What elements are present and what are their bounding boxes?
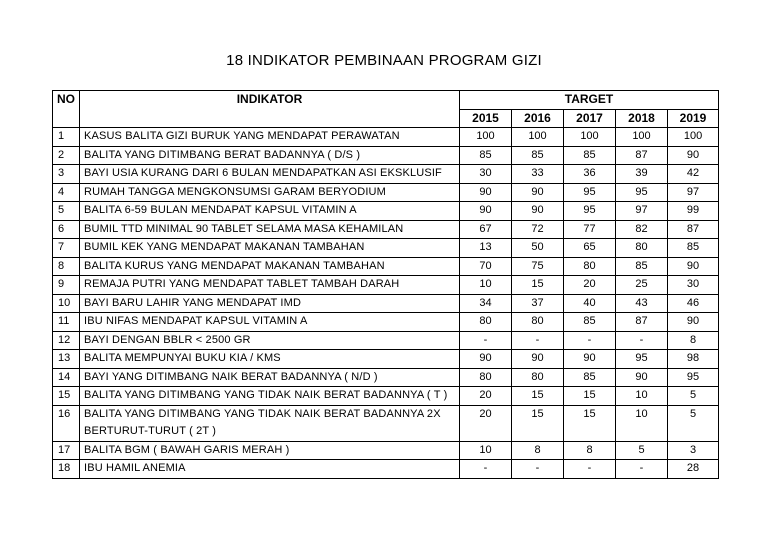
target-value-2018: 95 — [616, 183, 668, 202]
target-value-2016: 90 — [512, 202, 564, 221]
target-value-2016: 90 — [512, 350, 564, 369]
target-value-2018: 80 — [616, 239, 668, 258]
target-value-2017: 15 — [564, 405, 616, 441]
target-value-2019: 95 — [668, 368, 719, 387]
target-value-2018: 10 — [616, 387, 668, 406]
target-value-2015: 70 — [460, 257, 512, 276]
indicator-label: BAYI DENGAN BBLR < 2500 GR — [80, 331, 460, 350]
row-number: 8 — [53, 257, 80, 276]
target-value-2015: 90 — [460, 183, 512, 202]
target-value-2016: 80 — [512, 368, 564, 387]
target-value-2018: 5 — [616, 441, 668, 460]
target-value-2018: 39 — [616, 165, 668, 184]
target-value-2017: - — [564, 331, 616, 350]
target-value-2018: 90 — [616, 368, 668, 387]
row-number: 9 — [53, 276, 80, 295]
target-value-2016: - — [512, 460, 564, 479]
target-value-2018: 97 — [616, 202, 668, 221]
indicator-label: REMAJA PUTRI YANG MENDAPAT TABLET TAMBAH DARAH — [80, 276, 460, 295]
target-value-2019: 99 — [668, 202, 719, 221]
target-value-2015: - — [460, 331, 512, 350]
target-value-2016: 37 — [512, 294, 564, 313]
target-value-2015: - — [460, 460, 512, 479]
target-value-2016: 85 — [512, 146, 564, 165]
indicator-label: BALITA BGM ( BAWAH GARIS MERAH ) — [80, 441, 460, 460]
target-value-2015: 67 — [460, 220, 512, 239]
target-value-2019: 90 — [668, 257, 719, 276]
header-no: NO — [53, 91, 80, 128]
target-value-2019: 98 — [668, 350, 719, 369]
target-value-2018: 87 — [616, 313, 668, 332]
table-row — [53, 220, 719, 239]
indicator-label: BUMIL KEK YANG MENDAPAT MAKANAN TAMBAHAN — [80, 239, 460, 258]
indicator-label: BALITA YANG DITIMBANG YANG TIDAK NAIK BERAT BADANNYA ( T ) — [80, 387, 460, 406]
target-value-2019: 28 — [668, 460, 719, 479]
target-value-2016: - — [512, 331, 564, 350]
page-title: 18 INDIKATOR PEMBINAAN PROGRAM GIZI — [226, 52, 542, 69]
target-value-2016: 15 — [512, 276, 564, 295]
target-value-2016: 15 — [512, 405, 564, 441]
table-row — [53, 239, 719, 258]
target-value-2018: 10 — [616, 405, 668, 441]
target-value-2017: 40 — [564, 294, 616, 313]
header-indikator: INDIKATOR — [80, 91, 460, 128]
indicator-table — [52, 90, 719, 479]
row-number: 5 — [53, 202, 80, 221]
target-value-2017: 85 — [564, 146, 616, 165]
target-value-2017: 36 — [564, 165, 616, 184]
target-value-2017: - — [564, 460, 616, 479]
target-value-2015: 10 — [460, 441, 512, 460]
target-value-2017: 20 — [564, 276, 616, 295]
target-value-2015: 13 — [460, 239, 512, 258]
table-row — [53, 257, 719, 276]
target-value-2017: 15 — [564, 387, 616, 406]
target-value-2017: 65 — [564, 239, 616, 258]
indicator-label: BALITA 6-59 BULAN MENDAPAT KAPSUL VITAMIN A — [80, 202, 460, 221]
row-number: 1 — [53, 128, 80, 147]
target-value-2017: 100 — [564, 128, 616, 147]
target-value-2015: 90 — [460, 350, 512, 369]
target-value-2015: 30 — [460, 165, 512, 184]
table-row — [53, 202, 719, 221]
target-value-2019: 46 — [668, 294, 719, 313]
row-number: 16 — [53, 405, 80, 441]
target-value-2017: 90 — [564, 350, 616, 369]
row-number: 11 — [53, 313, 80, 332]
indicator-label: BAYI BARU LAHIR YANG MENDAPAT IMD — [80, 294, 460, 313]
target-value-2018: 100 — [616, 128, 668, 147]
target-value-2016: 50 — [512, 239, 564, 258]
target-value-2017: 85 — [564, 313, 616, 332]
target-value-2016: 72 — [512, 220, 564, 239]
indicator-label: BAYI YANG DITIMBANG NAIK BERAT BADANNYA ( N/D ) — [80, 368, 460, 387]
indicator-label: BUMIL TTD MINIMAL 90 TABLET SELAMA MASA KEHAMILAN — [80, 220, 460, 239]
row-number: 12 — [53, 331, 80, 350]
target-value-2019: 85 — [668, 239, 719, 258]
indicator-label: BAYI USIA KURANG DARI 6 BULAN MENDAPATKAN ASI EKSKLUSIF — [80, 165, 460, 184]
row-number: 2 — [53, 146, 80, 165]
table-row — [53, 165, 719, 184]
target-value-2018: 85 — [616, 257, 668, 276]
target-value-2017: 95 — [564, 183, 616, 202]
target-value-2019: 97 — [668, 183, 719, 202]
table-row — [53, 331, 719, 350]
target-value-2015: 80 — [460, 313, 512, 332]
table-row — [53, 441, 719, 460]
year-header: 2015 — [460, 109, 512, 128]
row-number: 14 — [53, 368, 80, 387]
target-value-2018: 87 — [616, 146, 668, 165]
table-row — [53, 128, 719, 147]
row-number: 18 — [53, 460, 80, 479]
table-row — [53, 276, 719, 295]
target-value-2015: 34 — [460, 294, 512, 313]
indicator-label: BALITA MEMPUNYAI BUKU KIA / KMS — [80, 350, 460, 369]
target-value-2018: 43 — [616, 294, 668, 313]
row-number: 4 — [53, 183, 80, 202]
year-header: 2019 — [668, 109, 719, 128]
indicator-label: KASUS BALITA GIZI BURUK YANG MENDAPAT PERAWATAN — [80, 128, 460, 147]
target-value-2015: 90 — [460, 202, 512, 221]
row-number: 10 — [53, 294, 80, 313]
target-value-2018: 95 — [616, 350, 668, 369]
target-value-2019: 5 — [668, 387, 719, 406]
indicator-label: BALITA YANG DITIMBANG BERAT BADANNYA ( D/S ) — [80, 146, 460, 165]
target-value-2017: 95 — [564, 202, 616, 221]
table-row — [53, 350, 719, 369]
target-value-2019: 87 — [668, 220, 719, 239]
target-value-2016: 8 — [512, 441, 564, 460]
table-row — [53, 294, 719, 313]
target-value-2019: 100 — [668, 128, 719, 147]
target-value-2019: 3 — [668, 441, 719, 460]
year-header: 2017 — [564, 109, 616, 128]
year-header: 2016 — [512, 109, 564, 128]
row-number: 17 — [53, 441, 80, 460]
table-row — [53, 183, 719, 202]
target-value-2017: 85 — [564, 368, 616, 387]
target-value-2016: 75 — [512, 257, 564, 276]
target-value-2016: 90 — [512, 183, 564, 202]
target-value-2017: 8 — [564, 441, 616, 460]
target-value-2019: 30 — [668, 276, 719, 295]
target-value-2019: 90 — [668, 146, 719, 165]
target-value-2018: 82 — [616, 220, 668, 239]
indicator-label: IBU HAMIL ANEMIA — [80, 460, 460, 479]
year-header: 2018 — [616, 109, 668, 128]
target-value-2019: 42 — [668, 165, 719, 184]
target-value-2018: - — [616, 331, 668, 350]
row-number: 3 — [53, 165, 80, 184]
target-value-2019: 5 — [668, 405, 719, 441]
target-value-2017: 77 — [564, 220, 616, 239]
target-value-2019: 90 — [668, 313, 719, 332]
target-value-2015: 20 — [460, 405, 512, 441]
table-row — [53, 387, 719, 406]
row-number: 13 — [53, 350, 80, 369]
table-row — [53, 146, 719, 165]
header-target: TARGET — [460, 91, 719, 110]
indicator-label: RUMAH TANGGA MENGKONSUMSI GARAM BERYODIUM — [80, 183, 460, 202]
table-row — [53, 313, 719, 332]
target-value-2015: 10 — [460, 276, 512, 295]
indicator-label: BALITA KURUS YANG MENDAPAT MAKANAN TAMBAHAN — [80, 257, 460, 276]
target-value-2015: 85 — [460, 146, 512, 165]
row-number: 15 — [53, 387, 80, 406]
table-row — [53, 460, 719, 479]
target-value-2015: 80 — [460, 368, 512, 387]
target-value-2015: 100 — [460, 128, 512, 147]
header-row — [53, 91, 719, 110]
indicator-label: BALITA YANG DITIMBANG YANG TIDAK NAIK BERAT BADANNYA 2X BERTURUT-TURUT ( 2T ) — [80, 405, 460, 441]
target-value-2015: 20 — [460, 387, 512, 406]
indicator-label: IBU NIFAS MENDAPAT KAPSUL VITAMIN A — [80, 313, 460, 332]
table-row — [53, 405, 719, 441]
target-value-2016: 100 — [512, 128, 564, 147]
target-value-2019: 8 — [668, 331, 719, 350]
table-row — [53, 368, 719, 387]
target-value-2016: 33 — [512, 165, 564, 184]
row-number: 7 — [53, 239, 80, 258]
target-value-2016: 80 — [512, 313, 564, 332]
target-value-2018: 25 — [616, 276, 668, 295]
target-value-2018: - — [616, 460, 668, 479]
target-value-2016: 15 — [512, 387, 564, 406]
target-value-2017: 80 — [564, 257, 616, 276]
row-number: 6 — [53, 220, 80, 239]
